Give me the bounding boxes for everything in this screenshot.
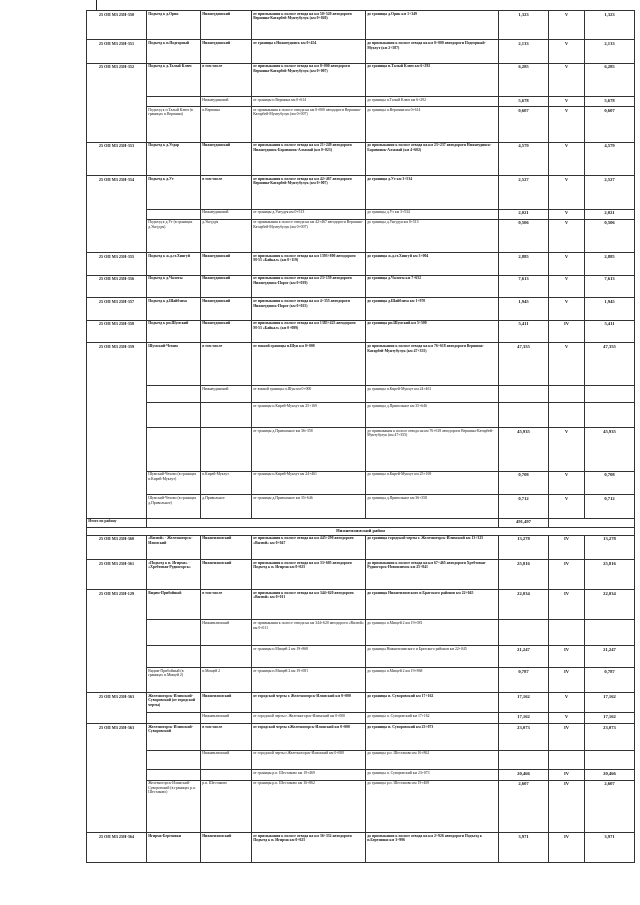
from-cell: от примыкания к полосе отвода на км 42+467 автодороги Вершина-Катарбей-Мунтубулук (км 0+007) [252, 219, 366, 253]
district-cell: Нижнеудинский [201, 275, 252, 298]
to-cell: до примыкания к полосе отвода на км 2+926 автодороги Подъезд к п.Березняки км 3+996 [366, 832, 499, 862]
total-length-cell: 0,708 [585, 471, 635, 494]
table-row [87, 275, 635, 298]
table-row [87, 176, 635, 210]
district-total-label: Итого по району [87, 518, 147, 527]
road-code: 25 ОП МЗ 25Н-351 [87, 40, 147, 63]
district-cell: Нижнеилимский [201, 713, 252, 724]
from-cell: от примыкания к полосе отвода на км 21+249 автодороги Нижнеудинск-Боровинок-Алзамай (км 0+023) [252, 142, 366, 176]
table-row [87, 40, 635, 63]
road-name: Подъезд к ж.д.ст.Хингуй [147, 253, 201, 276]
district-cell: Нижнеилимский [201, 693, 252, 713]
road-code: 25 ОП МЗ 25Н-129 [87, 590, 147, 693]
table-row [87, 209, 635, 219]
total-length-cell: 2,885 [585, 253, 635, 276]
total-length-cell: 2,133 [585, 40, 635, 63]
length-cell: 21,247 [499, 646, 549, 668]
length-cell: 22,034 [499, 590, 549, 620]
to-cell: до границы п.Талый Ключ км 6+292 [366, 63, 499, 97]
total-length-cell: 21,247 [585, 646, 635, 668]
road-name: Железногорск-Илимский-Суворовский (от городской черты) [147, 693, 201, 713]
category-cell: IV [549, 723, 585, 750]
category-cell: V [549, 343, 585, 386]
category-cell: V [549, 11, 585, 40]
road-name: «Подъезд к п. Игирма» - «Хребтовая-Рудногорск» [147, 560, 201, 590]
district-cell: п.Вершина [201, 107, 252, 142]
category-cell [549, 750, 585, 769]
category-cell: IV [549, 560, 585, 590]
length-cell: 23,073 [499, 723, 549, 750]
road-code: 25 ОП МЗ 25Н-353 [87, 142, 147, 176]
length-cell: 0,607 [499, 107, 549, 142]
road-name: Игирма-Березняки [147, 832, 201, 862]
empty-cell [147, 518, 499, 527]
total-length-cell [585, 750, 635, 769]
total-length-cell: 1,945 [585, 298, 635, 321]
road-name [147, 428, 201, 472]
from-cell: от границы п.Кирей-Мукхут км 24+461 [252, 471, 366, 494]
total-length-cell: 6,285 [585, 63, 635, 97]
from-cell: от примыкания к полосе отвода на км 23+159 автодороги Нижнеудинск-Порог (км 0+039) [252, 275, 366, 298]
category-cell: V [549, 176, 585, 210]
road-name [147, 769, 201, 780]
total-length-cell: 17,162 [585, 693, 635, 713]
from-cell: от примыкания к полосе отвода на км 0+000 автодороги Вершина-Катарбей-Мунтубулук (км 0+007) [252, 107, 366, 142]
length-cell: 17,162 [499, 713, 549, 724]
road-name: Видим-Прибойный [147, 590, 201, 620]
table-row [87, 343, 635, 386]
category-cell: V [549, 428, 585, 472]
to-cell: до границы д.Привольное км 35+646 [366, 402, 499, 427]
from-cell: от городской черты г.Железногорск-Илимский км 0+000 [252, 750, 366, 769]
category-cell: V [549, 40, 585, 63]
road-name [147, 209, 201, 219]
to-cell: до границы р.п. Шестаково км 19+469 [366, 780, 499, 832]
road-name [147, 620, 201, 646]
road-name: Подъезд к д.Талый Ключ [147, 63, 201, 97]
table-row [87, 620, 635, 646]
length-cell: 3,971 [499, 832, 549, 862]
table-row [87, 769, 635, 780]
length-cell: 2,527 [499, 176, 549, 210]
district-cell: д.Унгудуя [201, 219, 252, 253]
table-row [87, 402, 635, 427]
total-length-cell: 2,021 [585, 209, 635, 219]
table-row [87, 780, 635, 832]
table-row [87, 495, 635, 518]
table-row [87, 107, 635, 142]
road-name [147, 750, 201, 769]
to-cell: до границы п.Кирей-Мукхут км 25+169 [366, 471, 499, 494]
road-code: 25 ОП МЗ 25Н-358 [87, 320, 147, 343]
road-code: 25 ОП МЗ 25Н-357 [87, 298, 147, 321]
length-cell: 2,607 [499, 780, 549, 832]
from-cell: от городской черты г. Железногорск-Илимский км 0+000 [252, 713, 366, 724]
road-code: 25 ОП МЗ 25Н-361 [87, 560, 147, 590]
from-cell: от примыкания к полосе отвода на км 36+332 автодороги Подъезд к п. Игирма км 0+025 [252, 832, 366, 862]
from-cell: от примыкания к полосе отвода на км 344+620 автодороги «Вилюй» км 0+011 [252, 590, 366, 620]
to-cell: до границы Нижнеилимского и Братского районов км 22+045 [366, 590, 499, 620]
road-code: 25 ОП МЗ 25Н-356 [87, 275, 147, 298]
length-cell [499, 750, 549, 769]
road-name: Подъезд к п.Талый Ключ (в границах п.Вершина) [147, 107, 201, 142]
length-cell: 6,285 [499, 63, 549, 97]
district-cell: п.Мищей 2 [201, 668, 252, 693]
road-code: 25 ОП МЗ 25Н-355 [87, 253, 147, 276]
length-cell: 0,787 [499, 668, 549, 693]
total-length-cell: 13,278 [585, 535, 635, 559]
table-row [87, 11, 635, 40]
road-code: 25 ОП МЗ 25Н-354 [87, 176, 147, 253]
category-cell: IV [549, 668, 585, 693]
total-length-cell: 20,466 [585, 769, 635, 780]
table-row [87, 142, 635, 176]
road-name: Железногорск-Илимский-Суворовский (в границах р.п. Шестаково) [147, 780, 201, 832]
district-cell: Нижнеилимский [201, 832, 252, 862]
road-name [147, 97, 201, 107]
category-cell: V [549, 495, 585, 518]
from-cell: от примыкания к полосе отвода на км 445+290 автодороги «Вилюй» км 0+047 [252, 535, 366, 559]
road-code: 25 ОП МЗ 25Н-352 [87, 63, 147, 142]
length-cell: 2,133 [499, 40, 549, 63]
road-name: Подъезд к д.Угдар [147, 142, 201, 176]
from-cell: от границы д.Привольное км 36+358 [252, 428, 366, 472]
length-cell: 2,885 [499, 253, 549, 276]
to-cell: до границы Нижнеилимского и Братского районов км 22+045 [366, 646, 499, 668]
table-row [87, 832, 635, 862]
to-cell: до границы ж.д.ст.Хингуй км 3+004 [366, 253, 499, 276]
to-cell: до границы п.Кирей-Мукхут км 24+461 [366, 386, 499, 403]
district-cell: Нижнеудинский [201, 97, 252, 107]
total-length-cell: 45,935 [585, 428, 635, 472]
district-cell: р.п. Шестаково [201, 780, 252, 832]
category-cell: IV [549, 832, 585, 862]
to-cell: до границы д.Шайбэиха км 1+970 [366, 298, 499, 321]
from-cell: от границы п.Мищей 2 км 19+081 [252, 668, 366, 693]
total-length-cell [585, 620, 635, 646]
to-cell: до примыкания к полосе отвода на км 76+618 автодороги Вершина-Катарбей-Мунтубулук (км 47+355) [366, 428, 499, 472]
to-cell: до границы п. Суворовский км 17+162 [366, 693, 499, 713]
to-cell: до границы рп.Шумский км 5+500 [366, 320, 499, 343]
category-cell: V [549, 219, 585, 253]
table-row [87, 97, 635, 107]
table-row [87, 723, 635, 750]
to-cell: до границы п.Мищей 2 км 19+868 [366, 668, 499, 693]
category-cell: V [549, 471, 585, 494]
category-cell [549, 386, 585, 403]
district-cell: в том числе [201, 176, 252, 210]
empty-cell [549, 518, 635, 527]
road-name: Подъезд к д.Ут (в границах д.Унгудуя) [147, 219, 201, 253]
total-length-cell: 5,411 [585, 320, 635, 343]
table-row [87, 386, 635, 403]
table-row [87, 219, 635, 253]
total-length-cell: 1,323 [585, 11, 635, 40]
to-cell: до границы д.Ут км 3+534 [366, 209, 499, 219]
total-length-cell: 47,355 [585, 343, 635, 386]
district-cell: Нижнеилимский [201, 560, 252, 590]
from-cell: от границы д.Привольное км 35+646 [252, 495, 366, 518]
length-cell: 17,162 [499, 693, 549, 713]
to-cell: до границы п.Талый Ключ км 6+292 [366, 97, 499, 107]
road-code: 25 ОП МЗ 25Н-350 [87, 11, 147, 40]
category-cell: IV [549, 590, 585, 620]
category-cell: V [549, 107, 585, 142]
road-name: Подъезд к д.Орик [147, 11, 201, 40]
from-cell: от примыкания к полосе отвода на км 50+520 автодороги Вершина-Катарбей-Мунтубулук (км 0+020) [252, 11, 366, 40]
district-cell: Нижнеудинский [201, 253, 252, 276]
total-length-cell: 25,816 [585, 560, 635, 590]
table-row [87, 253, 635, 276]
table-row [87, 713, 635, 724]
to-cell: до границы д.Привольное км 36+358 [366, 495, 499, 518]
from-cell: от южной границы п.Шун км 0+000 [252, 343, 366, 386]
table-row [87, 320, 635, 343]
district-cell: Нижнеудинский [201, 320, 252, 343]
to-cell: до границы р.п. Шестаково км 16+862 [366, 750, 499, 769]
from-cell: от границы д.Унгудуя км 0+513 [252, 209, 366, 219]
district-cell: Нижнеудинский [201, 386, 252, 403]
from-cell: от примыкания к полосе отвода на км 344+620 автодороги «Вилюй» км 0+011 [252, 620, 366, 646]
length-cell: 13,278 [499, 535, 549, 559]
category-cell [549, 620, 585, 646]
from-cell: от южной границы п.Шун км 0+000 [252, 386, 366, 403]
road-name: Видим-Прибойный (в границах п.Мищей 2) [147, 668, 201, 693]
from-cell: от примыкания к полосе отвода на км 42+467 автодороги Вершина-Катарбей-Мунтубулук (км 0+007) [252, 176, 366, 210]
from-cell: от границы г.Нижнеудинск км 0+454 [252, 40, 366, 63]
total-length-cell: 0,506 [585, 219, 635, 253]
total-length-cell: 23,073 [585, 723, 635, 750]
category-cell: IV [549, 780, 585, 832]
length-cell: 1,945 [499, 298, 549, 321]
length-cell: 7,613 [499, 275, 549, 298]
length-cell [499, 620, 549, 646]
length-cell: 47,355 [499, 343, 549, 386]
total-length-cell: 5,678 [585, 97, 635, 107]
district-cell [201, 646, 252, 668]
district-cell: Нижнеилимский [201, 535, 252, 559]
road-name: Железногорск-Илимский-Суворовский [147, 723, 201, 750]
category-cell: IV [549, 535, 585, 559]
table-row [87, 590, 635, 620]
to-cell: до границы д.Унгудуя км 0+513 [366, 219, 499, 253]
from-cell: от границы п.Мищей 2 км 19+868 [252, 646, 366, 668]
district-cell [201, 428, 252, 472]
district-cell [201, 769, 252, 780]
road-name: Шумский-Чехово (в границах д.Привольное) [147, 495, 201, 518]
from-cell: от городской черты г. Железногорск-Илимский км 0+000 [252, 693, 366, 713]
road-code: 25 ОП МЗ 25Н-359 [87, 343, 147, 518]
table-row [87, 298, 635, 321]
total-length-cell: 0,712 [585, 495, 635, 518]
district-cell: Нижнеудинский [201, 11, 252, 40]
from-cell: от примыкания к полосе отвода на км 33+605 автодороги Подъезд к п. Игирма км 0+025 [252, 560, 366, 590]
table-row [87, 668, 635, 693]
district-cell: Нижнеудинский [201, 209, 252, 219]
table-row [87, 63, 635, 97]
to-cell: до примыкания к полосе отвода на км 23+237 автодороги Нижнеудинск-Боровинок-Алзамай (км 4+602) [366, 142, 499, 176]
length-cell: 25,816 [499, 560, 549, 590]
category-cell: V [549, 713, 585, 724]
district-cell: Нижнеилимский [201, 750, 252, 769]
road-code: 25 ОП МЗ 25Н-360 [87, 535, 147, 559]
to-cell: до границы городской черты г. Железногорск-Илимский км 13+325 [366, 535, 499, 559]
from-cell: от границы р.п. Шестаково км 16+862 [252, 780, 366, 832]
length-cell [499, 386, 549, 403]
category-cell: V [549, 298, 585, 321]
road-name: Подъезд к рп.Шумский [147, 320, 201, 343]
category-cell: IV [549, 769, 585, 780]
from-cell: от примыкания к полосе отвода на км 1393+800 автодороги М-53 «Байкал» (км 0+119) [252, 253, 366, 276]
to-cell: до примыкания к полосе отвода на км 67+465 автодороги Хребтовая-Рудногорск-Новоилимск км 25+841 [366, 560, 499, 590]
road-name: Шумский-Чехово [147, 343, 201, 386]
table-row [87, 750, 635, 769]
to-cell: до границы п. Суворовский км 23+073 [366, 769, 499, 780]
length-cell: 1,323 [499, 11, 549, 40]
table-row [87, 428, 635, 472]
total-length-cell: 0,787 [585, 668, 635, 693]
length-cell: 4,579 [499, 142, 549, 176]
road-name: Подъезд к п.Подгорный [147, 40, 201, 63]
category-cell: V [549, 275, 585, 298]
to-cell: до границы д.Ут км 3+534 [366, 176, 499, 210]
to-cell: до границы п.Вершина км 0+614 [366, 107, 499, 142]
road-name: «Вилюй» - Железногорск-Илимский [147, 535, 201, 559]
category-cell: IV [549, 646, 585, 668]
district-cell: Нижнеудинский [201, 298, 252, 321]
table-row [87, 560, 635, 590]
category-cell: V [549, 209, 585, 219]
to-cell: до границы п.Мищей 2 км 19+081 [366, 620, 499, 646]
district-cell: Нижнеилимский [201, 620, 252, 646]
district-cell: в том числе [201, 723, 252, 750]
district-cell: в том числе [201, 63, 252, 97]
road-name [147, 646, 201, 668]
table-row [87, 471, 635, 494]
length-cell: 45,935 [499, 428, 549, 472]
length-cell: 0,712 [499, 495, 549, 518]
road-name [147, 713, 201, 724]
district-total-row [87, 518, 635, 527]
length-cell [499, 402, 549, 427]
length-cell: 5,678 [499, 97, 549, 107]
length-cell: 0,708 [499, 471, 549, 494]
category-cell: V [549, 97, 585, 107]
road-code: 25 ОП МЗ 25Н-363 [87, 693, 147, 724]
category-cell: IV [549, 320, 585, 343]
district-cell: п.Кирей-Мукхут [201, 471, 252, 494]
to-cell: до границы д.Орик км 1+349 [366, 11, 499, 40]
total-length-cell: 0,607 [585, 107, 635, 142]
total-length-cell: 7,613 [585, 275, 635, 298]
district-cell: д.Привольное [201, 495, 252, 518]
length-cell: 0,506 [499, 219, 549, 253]
length-cell: 20,466 [499, 769, 549, 780]
length-cell: 5,411 [499, 320, 549, 343]
total-length-cell: 2,527 [585, 176, 635, 210]
district-cell [201, 402, 252, 427]
total-length-cell: 4,579 [585, 142, 635, 176]
to-cell: до примыкания к полосе отвода на км 0+000 автодороги Подгорный-Мукхут (км 2+587) [366, 40, 499, 63]
road-register-table [86, 10, 635, 863]
district-cell: Нижнеудинский [201, 142, 252, 176]
road-code: 25 ОП МЗ 25Н-364 [87, 832, 147, 862]
table-row [87, 535, 635, 559]
category-cell: V [549, 142, 585, 176]
table-row [87, 646, 635, 668]
table-row [87, 693, 635, 713]
road-name: Подъезд к д.Шайбэиха [147, 298, 201, 321]
to-cell: до границы п. Суворовский км 23+073 [366, 723, 499, 750]
section-title: Нижнеилимский район [87, 527, 635, 535]
district-total-value: 491,497 [499, 518, 549, 527]
total-length-cell [585, 386, 635, 403]
category-cell [549, 402, 585, 427]
total-length-cell: 22,034 [585, 590, 635, 620]
total-length-cell: 17,162 [585, 713, 635, 724]
district-cell: Нижнеудинский [201, 40, 252, 63]
from-cell: от границы р.п. Шестаково км 19+469 [252, 769, 366, 780]
from-cell: от границы п.Вершина км 0+614 [252, 97, 366, 107]
district-cell: в том числе [201, 590, 252, 620]
road-name [147, 386, 201, 403]
to-cell: до границы п. Суворовский км 17+162 [366, 713, 499, 724]
total-length-cell [585, 402, 635, 427]
length-cell: 2,021 [499, 209, 549, 219]
from-cell: от примыкания к полосе отвода на км 4+355 автодороги Нижнеудинск-Порог (км 0+025) [252, 298, 366, 321]
to-cell: до границы д.Чалоты км 7+652 [366, 275, 499, 298]
top-rule [96, 0, 97, 10]
road-name: Подъезд к д.Ут [147, 176, 201, 210]
total-length-cell: 2,607 [585, 780, 635, 832]
category-cell: V [549, 63, 585, 97]
from-cell: от примыкания к полосе отвода на км 1385+425 автодороги М-53 «Байкал» (км 0+089) [252, 320, 366, 343]
from-cell: от городской черты г.Железногорск-Илимский км 0+000 [252, 723, 366, 750]
to-cell: до примыкания к полосе отвода на км 76+618 автодороги Вершина-Катарбей-Мунтубулук (км 47+355) [366, 343, 499, 386]
from-cell: от границы п.Кирей-Мукхут км 25+169 [252, 402, 366, 427]
category-cell: V [549, 693, 585, 713]
road-name: Подъезд к д.Чалоты [147, 275, 201, 298]
road-code: 25 ОП МЗ 25Н-363 [87, 723, 147, 832]
from-cell: от примыкания к полосе отвода на км 0+000 автодороги Вершина-Катарбей-Мунтубулук (км 0+007) [252, 63, 366, 97]
district-cell: в том числе [201, 343, 252, 386]
road-name [147, 402, 201, 427]
section-header-row [87, 527, 635, 535]
road-name: Шумский-Чехово (в границах п.Кирей-Мукхут) [147, 471, 201, 494]
total-length-cell: 3,971 [585, 832, 635, 862]
category-cell: V [549, 253, 585, 276]
